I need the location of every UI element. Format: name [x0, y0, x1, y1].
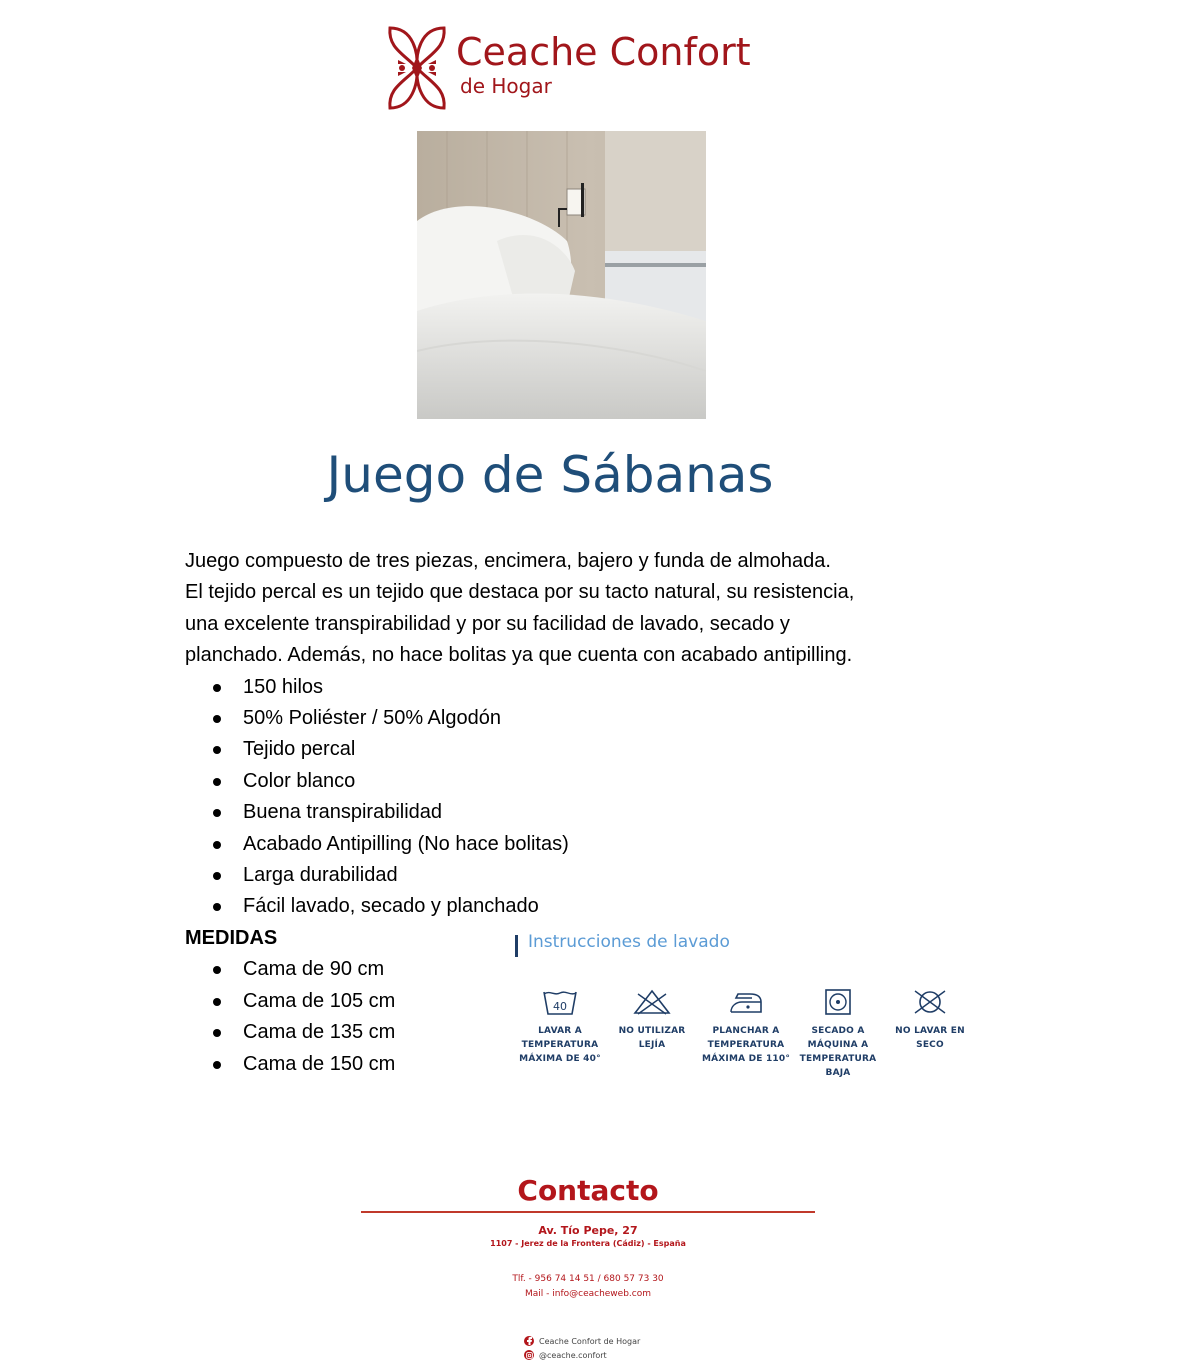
contact-divider	[361, 1211, 815, 1213]
size-item: Cama de 135 cm	[185, 1017, 945, 1048]
description-line: Juego compuesto de tres piezas, encimera, bajero y funda de almohada.	[185, 550, 831, 572]
washing-instructions	[512, 930, 972, 1090]
instagram-link[interactable]	[524, 1350, 607, 1360]
description-line: El tejido percal es un tejido que destaca por su tacto natural, su resistencia,	[185, 581, 855, 604]
facebook-label: Ceache Confort de Hogar	[539, 1336, 641, 1346]
feature-item: Color blanco	[185, 766, 945, 797]
contact-phone: Tlf. - 956 74 14 51 / 680 57 73 30	[512, 1274, 664, 1284]
contact-city: 1107 - Jerez de la Frontera (Cádiz) - España	[490, 1239, 686, 1248]
brand-name: Ceache Confort	[456, 30, 751, 74]
contact-email[interactable]: Mail - info@ceacheweb.com	[524, 1289, 651, 1299]
wash-item	[604, 988, 700, 1052]
instagram-icon	[524, 1350, 534, 1360]
no-bleach-icon	[632, 988, 672, 1016]
product-photo	[417, 131, 706, 419]
size-item: Cama de 105 cm	[185, 986, 945, 1017]
feature-item: Fácil lavado, secado y planchado	[185, 891, 945, 922]
wash-item	[882, 988, 978, 1052]
feature-item: Tejido percal	[185, 734, 945, 765]
washing-title: Instrucciones de lavado	[528, 932, 730, 952]
contact-title: Contacto	[517, 1174, 659, 1207]
feature-item: 150 hilos	[185, 672, 945, 703]
feature-item: Larga durabilidad	[185, 860, 945, 891]
wash-item	[512, 988, 608, 1066]
brand-tagline: de Hogar	[460, 74, 552, 98]
feature-item: 50% Poliéster / 50% Algodón	[185, 703, 945, 734]
page-title: Juego de Sábanas	[326, 446, 774, 504]
wash-label: PLANCHAR A TEMPERATURA MÁXIMA DE 110°	[701, 1026, 791, 1064]
facebook-icon	[524, 1336, 534, 1346]
size-item: Cama de 90 cm	[185, 954, 945, 985]
bed-photo-image	[417, 131, 706, 419]
wash-temperature: 40	[553, 1000, 567, 1013]
feature-item: Buena transpirabilidad	[185, 797, 945, 828]
description-line: planchado. Además, no hace bolitas ya que cuenta con acabado antipilling.	[185, 644, 853, 667]
medidas-heading: MEDIDAS	[185, 926, 278, 949]
brand-logo	[384, 24, 764, 114]
butterfly-logo-icon	[384, 24, 450, 112]
section-accent-bar	[515, 935, 518, 957]
facebook-link[interactable]	[524, 1336, 640, 1346]
no-dry-clean-icon	[910, 988, 950, 1016]
wash-item	[698, 988, 794, 1066]
wash-item	[790, 988, 886, 1080]
contact-address: Av. Tío Pepe, 27	[538, 1224, 638, 1237]
wash-label: LAVAR A TEMPERATURA MÁXIMA DE 40°	[519, 1026, 601, 1064]
wash-label: NO LAVAR EN SECO	[895, 1026, 965, 1050]
wash-label: NO UTILIZAR LEJÍA	[618, 1026, 686, 1050]
wash-40-icon	[542, 988, 578, 1016]
description-line: una excelente transpirabilidad y por su facilidad de lavado, secado y	[185, 612, 790, 635]
size-item: Cama de 150 cm	[185, 1049, 945, 1080]
feature-list	[185, 672, 945, 923]
feature-item: Acabado Antipilling (No hace bolitas)	[185, 829, 945, 860]
iron-low-icon	[728, 988, 764, 1016]
instagram-label: @ceache.confort	[539, 1350, 607, 1360]
wash-label: SECADO A MÁQUINA A TEMPERATURA BAJA	[799, 1026, 877, 1078]
tumble-dry-low-icon	[823, 988, 853, 1016]
